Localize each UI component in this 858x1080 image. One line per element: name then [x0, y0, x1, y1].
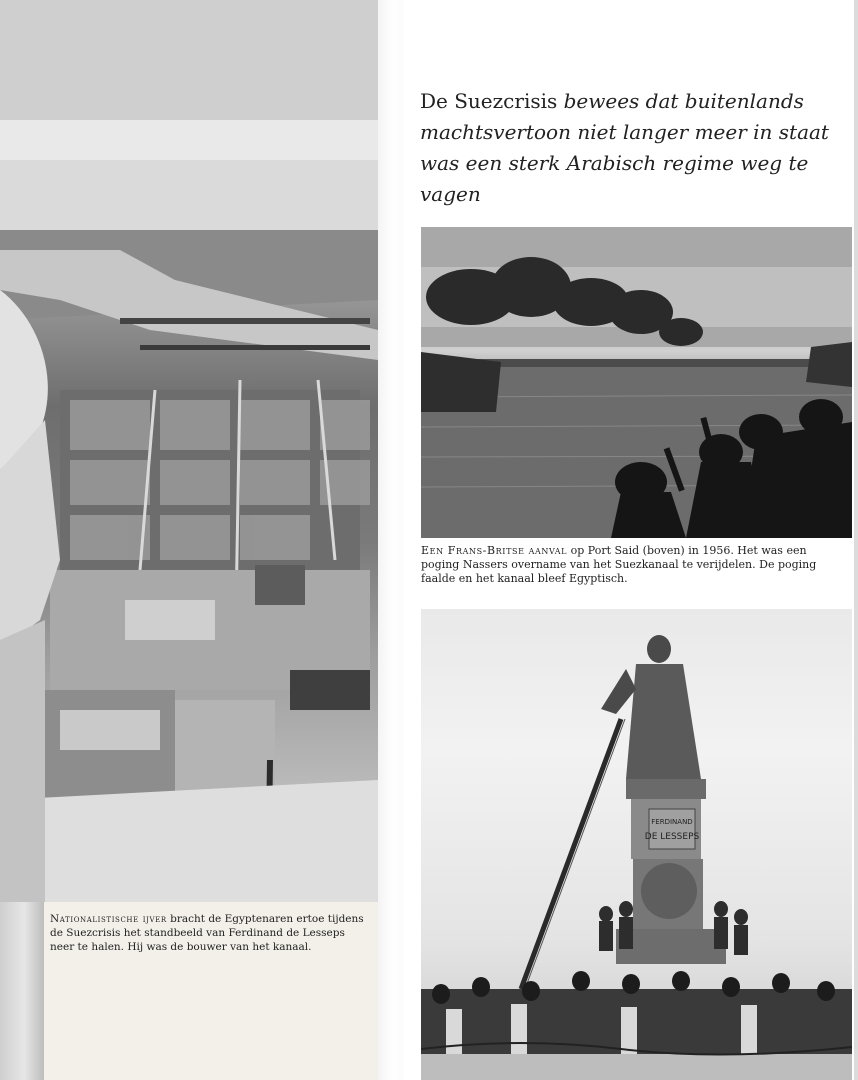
headline [420, 86, 836, 210]
statue-plaque-line1: FERDINAND [651, 818, 693, 826]
caption-port-said [421, 544, 841, 586]
photo-port-said-attack [421, 227, 852, 538]
caption-statue-lead: Nationalistische ijver [50, 913, 167, 925]
headline-text: bewees dat buitenlands machtsvertoon niet langer meer in staat was een sterk Arabisch regime weg te vagen [420, 89, 829, 206]
page-gutter [378, 0, 404, 1080]
caption-port-said-text: op Port Said (boven) in 1956. Het was een poging Nassers overname van het Suezkanaal te verijdelen. De poging faalde en het kanaal bleef Egyptisch. [421, 544, 817, 585]
headline-lead: De Suezcrisis [420, 89, 558, 113]
caption-statue [50, 912, 372, 954]
caption-statue-text: bracht de Egyptenaren ertoe tijdens de Suezcrisis het standbeeld van Ferdinand de Lesseps neer te halen. Hij was de bouwer van het kanaal. [50, 913, 364, 953]
statue-plaque-line2: DE LESSEPS [644, 832, 700, 842]
caption-port-said-lead: Een Frans-Britse aanval [421, 544, 568, 557]
aerial-photo-port-said [0, 0, 378, 902]
photo-de-lesseps-statue [421, 609, 852, 1080]
right-page-edge [854, 0, 858, 1080]
